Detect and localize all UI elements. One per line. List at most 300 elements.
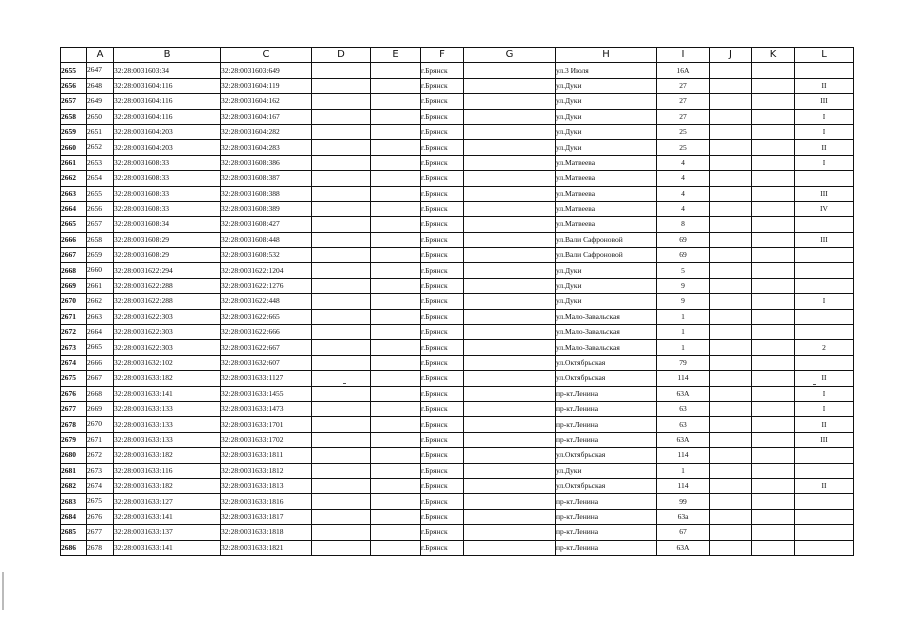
cell-h: ул.Дуки — [556, 78, 657, 93]
cell-d — [312, 109, 371, 124]
row-number: 2673 — [61, 340, 87, 355]
cell-j — [710, 155, 752, 170]
cell-h: ул.Мало-Завальская — [556, 325, 657, 340]
table-row — [61, 494, 854, 509]
cell-g — [464, 386, 556, 401]
cell-f: г.Брянск — [421, 355, 464, 370]
cell-g — [464, 63, 556, 78]
cell-j — [710, 124, 752, 139]
cell-d — [312, 171, 371, 186]
cell-e — [371, 232, 421, 247]
cell-e — [371, 340, 421, 355]
row-number: 2656 — [61, 78, 87, 93]
row-number: 2676 — [61, 386, 87, 401]
row-number: 2678 — [61, 417, 87, 432]
cell-i: 9 — [657, 278, 710, 293]
cell-i: 114 — [657, 478, 710, 493]
cell-a: 2678 — [87, 540, 114, 555]
cell-i: 114 — [657, 448, 710, 463]
row-number: 2675 — [61, 371, 87, 386]
cell-a: 2649 — [87, 94, 114, 109]
cell-f: г.Брянск — [421, 478, 464, 493]
cell-b: 32:28:0031622:294 — [114, 263, 221, 278]
cell-a: 2665 — [87, 340, 114, 355]
cell-c: 32:28:0031608:427 — [221, 217, 312, 232]
cell-f: г.Брянск — [421, 263, 464, 278]
cell-a: 2662 — [87, 294, 114, 309]
cell-e — [371, 478, 421, 493]
cell-l: II — [795, 371, 854, 386]
cell-i: 63 — [657, 417, 710, 432]
cell-h: ул.Вали Сафроновой — [556, 248, 657, 263]
column-header-row — [61, 48, 854, 63]
table-row — [61, 155, 854, 170]
cell-c: 32:28:0031603:649 — [221, 63, 312, 78]
cell-h: ул.Мало-Завальская — [556, 309, 657, 324]
cell-i: 1 — [657, 463, 710, 478]
cell-f: г.Брянск — [421, 294, 464, 309]
cell-b: 32:28:0031633:133 — [114, 432, 221, 447]
cell-l: III — [795, 232, 854, 247]
cell-g — [464, 78, 556, 93]
cell-l — [795, 263, 854, 278]
cell-h: ул.Мало-Завальская — [556, 340, 657, 355]
cell-k — [752, 417, 795, 432]
cell-f: г.Брянск — [421, 448, 464, 463]
cell-j — [710, 248, 752, 263]
cell-f: г.Брянск — [421, 340, 464, 355]
cell-l — [795, 63, 854, 78]
cell-b: 32:28:0031604:116 — [114, 109, 221, 124]
cell-k — [752, 386, 795, 401]
cell-e — [371, 463, 421, 478]
cell-i: 1 — [657, 340, 710, 355]
cell-i: 67 — [657, 525, 710, 540]
cell-l — [795, 248, 854, 263]
cell-d — [312, 448, 371, 463]
row-number: 2655 — [61, 63, 87, 78]
cell-d — [312, 325, 371, 340]
cell-g — [464, 417, 556, 432]
cell-k — [752, 478, 795, 493]
cell-j — [710, 263, 752, 278]
cell-j — [710, 509, 752, 524]
table-row — [61, 432, 854, 447]
cell-d — [312, 386, 371, 401]
cell-f: г.Брянск — [421, 278, 464, 293]
cell-f: г.Брянск — [421, 325, 464, 340]
cell-l: III — [795, 186, 854, 201]
cell-c: 32:28:0031604:283 — [221, 140, 312, 155]
cell-a: 2661 — [87, 278, 114, 293]
cell-c: 32:28:0031633:1812 — [221, 463, 312, 478]
cell-c: 32:28:0031608:386 — [221, 155, 312, 170]
row-number: 2669 — [61, 278, 87, 293]
cell-h: ул.Матвеева — [556, 201, 657, 216]
cell-d — [312, 155, 371, 170]
cell-a: 2656 — [87, 201, 114, 216]
cell-e — [371, 540, 421, 555]
row-number: 2667 — [61, 248, 87, 263]
cell-k — [752, 294, 795, 309]
cell-f: г.Брянск — [421, 217, 464, 232]
cell-c: 32:28:0031608:532 — [221, 248, 312, 263]
cell-j — [710, 494, 752, 509]
cell-l — [795, 309, 854, 324]
cell-j — [710, 94, 752, 109]
cell-l — [795, 171, 854, 186]
cell-b: 32:28:0031633:133 — [114, 401, 221, 416]
cell-a: 2654 — [87, 171, 114, 186]
cell-k — [752, 140, 795, 155]
cell-i: 16А — [657, 63, 710, 78]
cell-g — [464, 263, 556, 278]
cell-e — [371, 309, 421, 324]
cell-a: 2660 — [87, 263, 114, 278]
row-number: 2665 — [61, 217, 87, 232]
cell-j — [710, 417, 752, 432]
cell-j — [710, 525, 752, 540]
cell-f: г.Брянск — [421, 78, 464, 93]
cell-b: 32:28:0031608:34 — [114, 217, 221, 232]
cell-a: 2652 — [87, 140, 114, 155]
table-row — [61, 140, 854, 155]
cell-e — [371, 448, 421, 463]
row-number: 2666 — [61, 232, 87, 247]
cell-g — [464, 540, 556, 555]
cell-j — [710, 325, 752, 340]
cell-c: 32:28:0031633:1127 — [221, 371, 312, 386]
cell-a: 2675 — [87, 494, 114, 509]
cell-b: 32:28:0031608:29 — [114, 232, 221, 247]
column-header: G — [464, 48, 556, 63]
cell-c: 32:28:0031633:1816 — [221, 494, 312, 509]
row-number: 2686 — [61, 540, 87, 555]
cell-e — [371, 432, 421, 447]
cell-l: I — [795, 124, 854, 139]
row-number: 2682 — [61, 478, 87, 493]
cell-l: I — [795, 401, 854, 416]
cell-a: 2655 — [87, 186, 114, 201]
cell-d — [312, 294, 371, 309]
cell-a: 2663 — [87, 309, 114, 324]
cell-l — [795, 463, 854, 478]
cell-c: 32:28:0031608:389 — [221, 201, 312, 216]
cell-f: г.Брянск — [421, 309, 464, 324]
row-number: 2680 — [61, 448, 87, 463]
cell-a: 2668 — [87, 386, 114, 401]
cell-i: 9 — [657, 294, 710, 309]
cell-k — [752, 201, 795, 216]
row-number: 2663 — [61, 186, 87, 201]
cell-l: 2 — [795, 340, 854, 355]
cell-d — [312, 478, 371, 493]
cell-j — [710, 63, 752, 78]
cell-h: пр-кт.Ленина — [556, 509, 657, 524]
row-number: 2685 — [61, 525, 87, 540]
cell-j — [710, 78, 752, 93]
row-number: 2657 — [61, 94, 87, 109]
cell-a: 2672 — [87, 448, 114, 463]
cell-a: 2657 — [87, 217, 114, 232]
cell-b: 32:28:0031604:203 — [114, 124, 221, 139]
cell-d — [312, 78, 371, 93]
cell-e — [371, 494, 421, 509]
table-row — [61, 478, 854, 493]
cell-e — [371, 124, 421, 139]
table-row — [61, 325, 854, 340]
cell-g — [464, 186, 556, 201]
cell-a: 2659 — [87, 248, 114, 263]
cell-a: 2669 — [87, 401, 114, 416]
cell-g — [464, 232, 556, 247]
cell-c: 32:28:0031604:167 — [221, 109, 312, 124]
cell-b: 32:28:0031633:127 — [114, 494, 221, 509]
cell-e — [371, 63, 421, 78]
cell-b: 32:28:0031603:34 — [114, 63, 221, 78]
cell-a: 2658 — [87, 232, 114, 247]
row-number: 2677 — [61, 401, 87, 416]
cell-d — [312, 63, 371, 78]
cell-b: 32:28:0031608:33 — [114, 201, 221, 216]
column-header: D — [312, 48, 371, 63]
cell-g — [464, 432, 556, 447]
cell-k — [752, 278, 795, 293]
cell-g — [464, 371, 556, 386]
cell-e — [371, 217, 421, 232]
cell-e — [371, 263, 421, 278]
cell-f: г.Брянск — [421, 371, 464, 386]
cell-k — [752, 171, 795, 186]
cell-j — [710, 371, 752, 386]
table-row — [61, 540, 854, 555]
cell-b: 32:28:0031622:288 — [114, 278, 221, 293]
cell-a: 2674 — [87, 478, 114, 493]
table-row — [61, 186, 854, 201]
cell-l: III — [795, 432, 854, 447]
cell-e — [371, 417, 421, 432]
cell-e — [371, 109, 421, 124]
cell-j — [710, 386, 752, 401]
table-row — [61, 294, 854, 309]
cell-i: 27 — [657, 109, 710, 124]
cell-k — [752, 78, 795, 93]
cell-c: 32:28:0031608:388 — [221, 186, 312, 201]
cell-d — [312, 540, 371, 555]
cell-b: 32:28:0031633:182 — [114, 478, 221, 493]
row-number: 2661 — [61, 155, 87, 170]
cell-f: г.Брянск — [421, 124, 464, 139]
cell-k — [752, 186, 795, 201]
row-number: 2681 — [61, 463, 87, 478]
cell-b: 32:28:0031632:102 — [114, 355, 221, 370]
cell-k — [752, 525, 795, 540]
cell-h: ул.Дуки — [556, 294, 657, 309]
cell-k — [752, 263, 795, 278]
cell-d — [312, 401, 371, 416]
cell-h: ул.Матвеева — [556, 186, 657, 201]
cell-e — [371, 94, 421, 109]
cell-h: ул.Матвеева — [556, 155, 657, 170]
cell-g — [464, 155, 556, 170]
cell-h: ул.Октябрьская — [556, 478, 657, 493]
table-row — [61, 109, 854, 124]
cell-f: г.Брянск — [421, 232, 464, 247]
cell-e — [371, 371, 421, 386]
cell-h: пр-кт.Ленина — [556, 401, 657, 416]
cell-d — [312, 232, 371, 247]
cell-l: I — [795, 294, 854, 309]
cell-j — [710, 140, 752, 155]
cell-b: 32:28:0031633:137 — [114, 525, 221, 540]
cell-e — [371, 325, 421, 340]
cell-g — [464, 171, 556, 186]
cell-c: 32:28:0031633:1818 — [221, 525, 312, 540]
column-header — [61, 48, 87, 63]
cell-i: 1 — [657, 309, 710, 324]
table-row — [61, 63, 854, 78]
cell-d — [312, 463, 371, 478]
cell-k — [752, 325, 795, 340]
cell-k — [752, 109, 795, 124]
cell-d — [312, 355, 371, 370]
cell-k — [752, 217, 795, 232]
cell-l — [795, 540, 854, 555]
cell-f: г.Брянск — [421, 509, 464, 524]
table-row — [61, 201, 854, 216]
column-header: C — [221, 48, 312, 63]
cell-h: ул.Дуки — [556, 94, 657, 109]
cell-e — [371, 171, 421, 186]
cell-g — [464, 525, 556, 540]
cell-i: 69 — [657, 248, 710, 263]
cell-g — [464, 494, 556, 509]
cell-h: пр-кт.Ленина — [556, 417, 657, 432]
table-row — [61, 94, 854, 109]
cell-i: 63А — [657, 432, 710, 447]
cell-i: 63а — [657, 509, 710, 524]
cell-e — [371, 278, 421, 293]
cell-c: 32:28:0031622:666 — [221, 325, 312, 340]
cell-b: 32:28:0031633:141 — [114, 386, 221, 401]
column-header: A — [87, 48, 114, 63]
cell-g — [464, 509, 556, 524]
cell-j — [710, 401, 752, 416]
cell-b: 32:28:0031633:116 — [114, 463, 221, 478]
cell-i: 63А — [657, 386, 710, 401]
cell-j — [710, 201, 752, 216]
cell-b: 32:28:0031604:203 — [114, 140, 221, 155]
table-row — [61, 463, 854, 478]
cell-h: ул.Октябрьская — [556, 448, 657, 463]
table-row — [61, 371, 854, 386]
cell-i: 4 — [657, 155, 710, 170]
cell-l: I — [795, 155, 854, 170]
scan-speck — [813, 384, 816, 385]
column-header: E — [371, 48, 421, 63]
cell-c: 32:28:0031622:667 — [221, 340, 312, 355]
cell-h: ул.Матвеева — [556, 171, 657, 186]
cell-a: 2677 — [87, 525, 114, 540]
cell-a: 2648 — [87, 78, 114, 93]
cell-h: ул.Дуки — [556, 124, 657, 139]
cell-k — [752, 401, 795, 416]
cell-i: 4 — [657, 201, 710, 216]
cell-c: 32:28:0031633:1455 — [221, 386, 312, 401]
cell-e — [371, 248, 421, 263]
cell-k — [752, 124, 795, 139]
cell-k — [752, 371, 795, 386]
cell-i: 79 — [657, 355, 710, 370]
row-number: 2684 — [61, 509, 87, 524]
cell-b: 32:28:0031608:29 — [114, 248, 221, 263]
cell-c: 32:28:0031622:1204 — [221, 263, 312, 278]
row-number: 2672 — [61, 325, 87, 340]
cell-j — [710, 232, 752, 247]
cell-g — [464, 278, 556, 293]
cell-d — [312, 371, 371, 386]
cell-d — [312, 509, 371, 524]
cell-f: г.Брянск — [421, 186, 464, 201]
table-body — [61, 63, 854, 556]
cell-g — [464, 248, 556, 263]
cell-j — [710, 463, 752, 478]
cell-g — [464, 448, 556, 463]
cell-l — [795, 278, 854, 293]
column-header: K — [752, 48, 795, 63]
cell-b: 32:28:0031604:116 — [114, 94, 221, 109]
cell-l — [795, 494, 854, 509]
cell-b: 32:28:0031604:116 — [114, 78, 221, 93]
data-table — [60, 47, 854, 556]
cell-f: г.Брянск — [421, 248, 464, 263]
cell-c: 32:28:0031622:448 — [221, 294, 312, 309]
table-row — [61, 278, 854, 293]
row-number: 2659 — [61, 124, 87, 139]
table-row — [61, 217, 854, 232]
cell-f: г.Брянск — [421, 94, 464, 109]
cell-c: 32:28:0031622:665 — [221, 309, 312, 324]
cell-g — [464, 109, 556, 124]
cell-g — [464, 294, 556, 309]
cell-f: г.Брянск — [421, 171, 464, 186]
column-header: H — [556, 48, 657, 63]
cell-g — [464, 309, 556, 324]
cell-e — [371, 201, 421, 216]
cell-l: I — [795, 386, 854, 401]
cell-d — [312, 340, 371, 355]
cell-i: 25 — [657, 124, 710, 139]
cell-i: 4 — [657, 171, 710, 186]
cell-c: 32:28:0031633:1817 — [221, 509, 312, 524]
cell-b: 32:28:0031633:182 — [114, 371, 221, 386]
cell-e — [371, 186, 421, 201]
cell-i: 114 — [657, 371, 710, 386]
cell-b: 32:28:0031633:133 — [114, 417, 221, 432]
cell-j — [710, 309, 752, 324]
table-row — [61, 340, 854, 355]
cell-b: 32:28:0031622:303 — [114, 309, 221, 324]
row-number: 2658 — [61, 109, 87, 124]
cell-c: 32:28:0031608:448 — [221, 232, 312, 247]
cell-d — [312, 140, 371, 155]
table-row — [61, 386, 854, 401]
cell-l: II — [795, 417, 854, 432]
cell-f: г.Брянск — [421, 63, 464, 78]
cell-h: ул.Вали Сафроновой — [556, 232, 657, 247]
cell-k — [752, 448, 795, 463]
cell-h: ул.Октябрьская — [556, 355, 657, 370]
